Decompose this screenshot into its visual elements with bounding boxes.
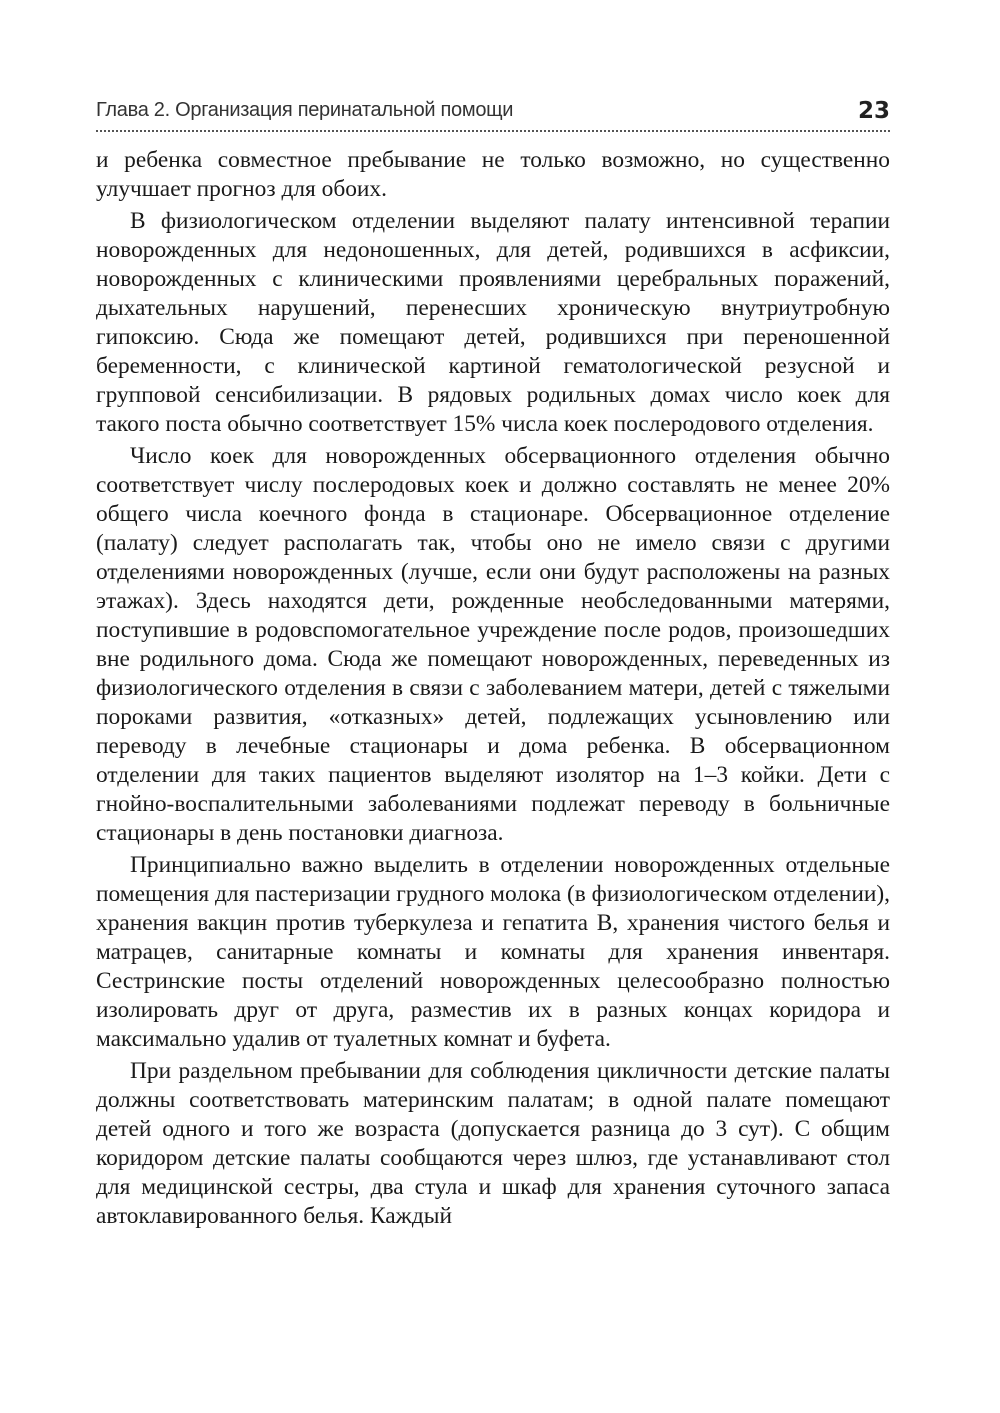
page-number: 23	[857, 98, 890, 124]
chapter-title: Глава 2. Организация перинатальной помощи	[96, 99, 514, 121]
paragraph-separate-stay: При раздельном пребывании для соблюдения цикличности детские палаты должны соответствовать материнским палатам; в одной палате помещают детей одного и того же возраста (допускается разница до 3 сут). С общим коридором детские палаты сообщаются через шлюз, где устанавливают стол для медицинской сестры, два стула и шкаф для хранения суточного запаса автоклавированного белья. Каждый	[96, 1058, 890, 1229]
main-text	[96, 146, 890, 1231]
paragraph-continuation: и ребенка совместное пребывание не только возможно, но существенно улучшает прогноз для обоих.	[96, 147, 890, 202]
paragraph-separate-rooms: Принципиально важно выделить в отделении новорожденных отдельные помещения для пастеризации грудного молока (в физиологическом отделении), хранения вакцин против туберкулеза и гепатита В, хранения чистого белья и матрацев, санитарные комнаты и комнаты для хранения инвентаря. Сестринские посты отделений новорожденных целесообразно полностью изолировать друг от друга, разместив их в разных концах коридора и максимально удалив от туалетных комнат и буфета.	[96, 852, 890, 1052]
running-header	[96, 86, 890, 132]
paragraph-observation-department: Число коек для новорожденных обсервационного отделения обычно соответствует числу послеродовых коек и должно составлять не менее 20% общего числа коечного фонда в стационаре. Обсервационное отделение (палату) следует располагать так, чтобы оно не имело связи с другими отделениями новорожденных (лучше, если они будут расположены на разных этажах). Здесь находятся дети, рожденные необследованными матерями, поступившие в родовспомогательное учреждение после родов, произошедших вне родильного дома. Сюда же помещают новорожденных, переведенных из физиологического отделения в связи с заболеванием матери, детей с тяжелыми пороками развития, «отказных» детей, подлежащих усыновлению или переводу в лечебные стационары и дома ребенка. В обсервационном отделении для таких пациентов выделяют изолятор на 1–3 койки. Дети с гнойно-воспалительными заболеваниями подлежат переводу в больничные стационары в день постановки диагноза.	[96, 443, 890, 846]
paragraph-physiological-department: В физиологическом отделении выделяют палату интенсивной терапии новорожденных для недоношенных, для детей, родившихся в асфиксии, новорожденных с клиническими проявлениями церебральных поражений, дыхательных нарушений, перенесших хроническую внутриутробную гипоксию. Сюда же помещают детей, родившихся при переношенной беременности, с клинической картиной гематологической резусной и групповой сенсибилизации. В рядовых родильных домах число коек для такого поста обычно соответствует 15% числа коек послеродового отделения.	[96, 208, 890, 437]
